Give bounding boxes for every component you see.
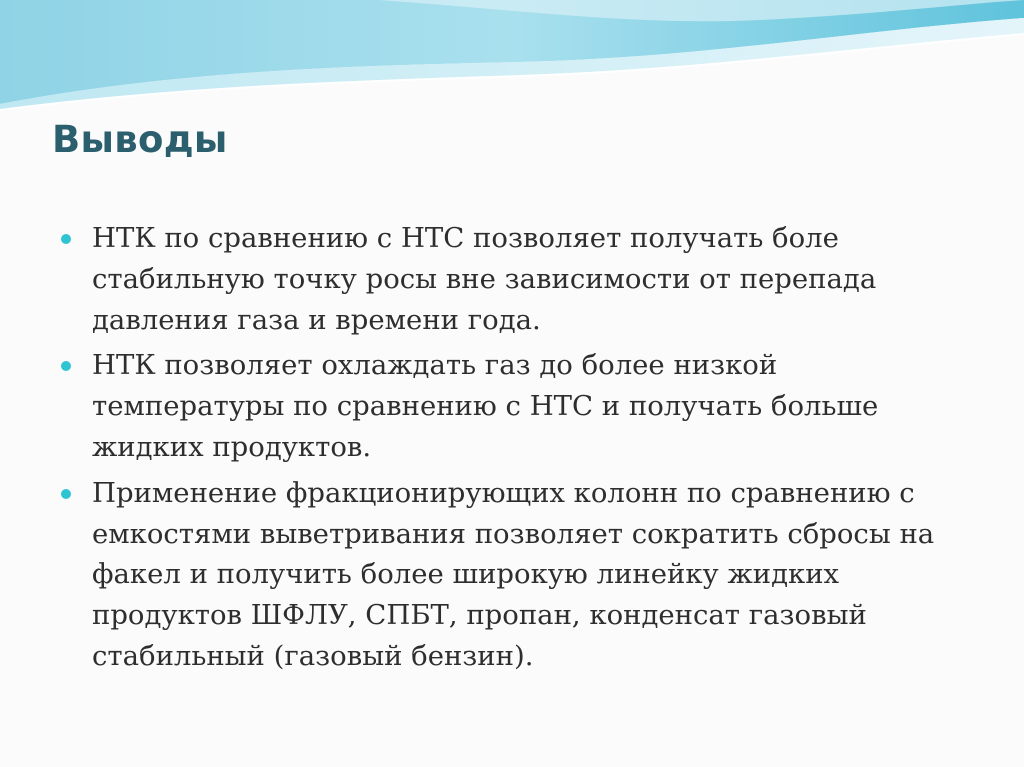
bullet-list (58, 218, 963, 682)
list-item (58, 345, 963, 467)
bullet-text: НТК по сравнению с НТС позволяет получать боле стабильную точку росы вне зависимости от перепада давления газа и времени года. (92, 222, 877, 336)
bullet-text: НТК позволяет охлаждать газ до более низкой температуры по сравнению с НТС и получать больше жидких продуктов. (92, 349, 879, 463)
bullet-icon (61, 361, 71, 371)
list-item (58, 473, 963, 677)
bullet-icon (61, 234, 71, 244)
list-item (58, 218, 963, 340)
page-title: Выводы (52, 118, 228, 161)
bullet-icon (61, 489, 71, 499)
bullet-text: Применение фракционирующих колонн по сравнению с емкостями выветривания позволяет сократить сбросы на факел и получить более широкую линейку жидких продуктов ШФЛУ, СПБТ, пропан, конденсат газовый стабильный (газовый бензин). (92, 476, 935, 672)
